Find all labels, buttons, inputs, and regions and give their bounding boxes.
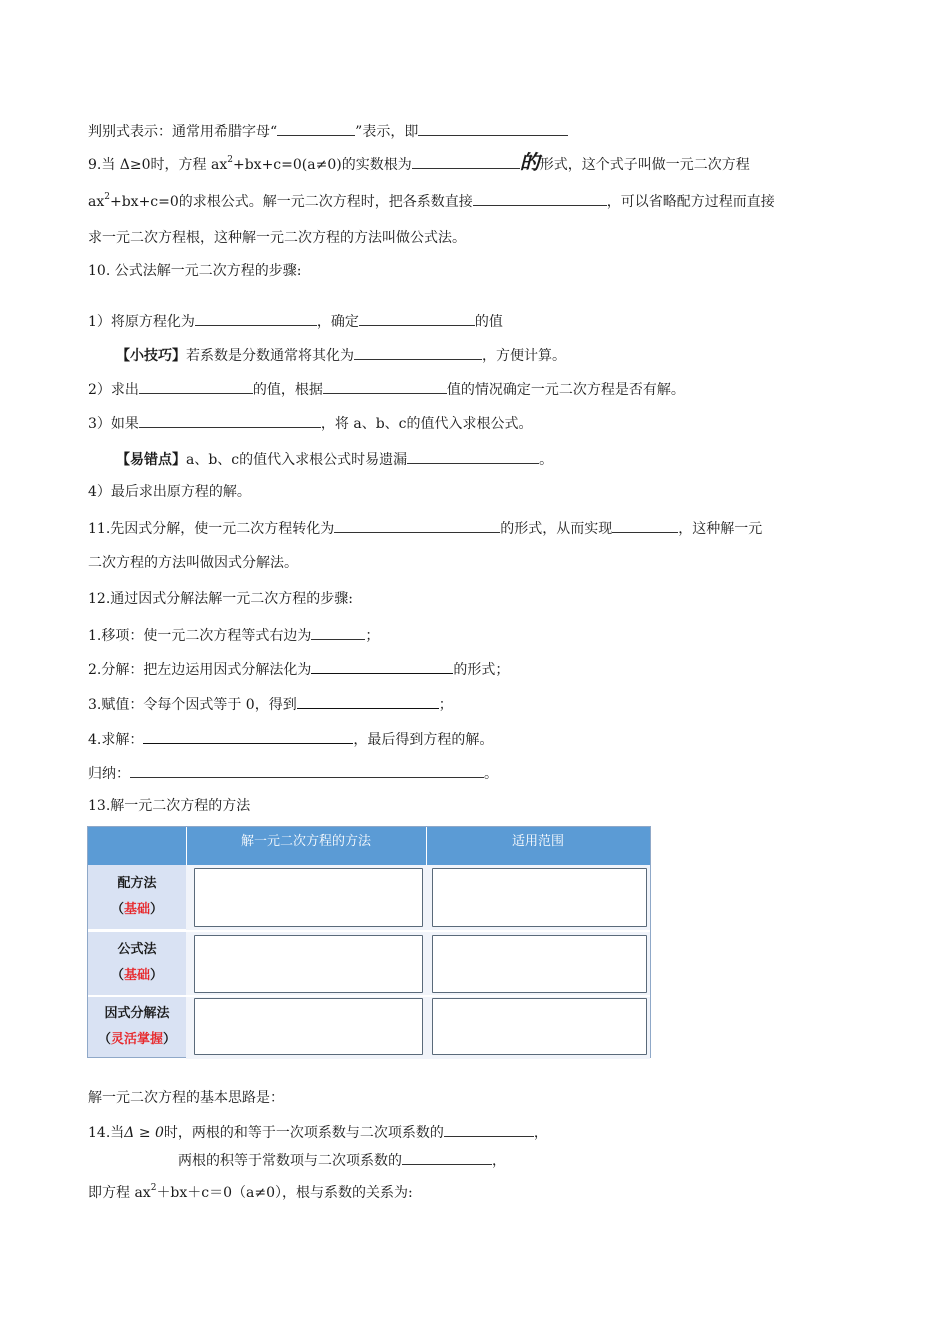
methods-table — [87, 826, 651, 1058]
blank-field[interactable] — [407, 449, 539, 464]
item-10-heading: 10. 公式法解一元二次方程的步骤: — [88, 263, 302, 279]
discriminant-line — [88, 121, 568, 141]
delta-condition: Δ ≥ 0 — [124, 1125, 164, 1141]
divider — [426, 827, 427, 865]
blank-field[interactable] — [334, 518, 500, 533]
text: ； — [438, 697, 453, 713]
blank-field[interactable] — [139, 379, 253, 394]
divider — [186, 827, 187, 865]
basic-idea-line: 解一元二次方程的基本思路是： — [88, 1090, 284, 1106]
blank-field[interactable] — [418, 121, 568, 136]
header-corner — [88, 827, 186, 865]
text: ， — [533, 1125, 548, 1141]
blank-field[interactable] — [444, 1122, 534, 1137]
method-tag: （灵活掌握） — [97, 1032, 177, 1047]
formula-step-3 — [88, 413, 533, 433]
text: ； — [365, 628, 380, 644]
row-label-formula — [88, 932, 186, 995]
text: 即方程 ax — [88, 1185, 151, 1201]
text: ＋bx＋c＝0（a≠0），根与系数的关系为: — [156, 1185, 413, 1201]
blank-field[interactable] — [297, 694, 439, 709]
text: 时，两根的和等于一次项系数与二次项系数的 — [163, 1125, 444, 1141]
blank-field[interactable] — [473, 191, 607, 206]
text: 1.移项：使一元二次方程等式右边为 — [88, 628, 312, 644]
text: ，这种解一元 — [678, 521, 763, 537]
item-14-line-1 — [88, 1122, 548, 1142]
blank-field[interactable] — [412, 154, 520, 169]
item-11-line-2: 二次方程的方法叫做因式分解法。 — [88, 555, 298, 571]
item-9-line-2 — [88, 191, 775, 211]
item-14-line-2 — [178, 1150, 506, 1170]
method-cell[interactable] — [194, 998, 423, 1055]
blank-field[interactable] — [139, 413, 321, 428]
blank-field[interactable] — [277, 121, 355, 136]
blank-field[interactable] — [354, 345, 482, 360]
text: 14.当 — [88, 1125, 125, 1141]
text: 的值 — [474, 314, 503, 330]
text: ，方便计算。 — [482, 348, 566, 364]
item-9-line-1 — [88, 150, 750, 174]
text: ax — [88, 194, 105, 210]
item-9-line-3: 求一元二次方程根，这种解一元二次方程的方法叫做公式法。 — [88, 230, 466, 246]
text: a、b、c的值代入求根公式时易遗漏 — [186, 452, 408, 468]
text: 。 — [484, 766, 498, 782]
item-15-line — [88, 1184, 413, 1202]
item-12-heading: 12.通过因式分解法解一元二次方程的步骤: — [88, 591, 353, 607]
method-cell[interactable] — [194, 868, 423, 927]
formula-step-2 — [88, 379, 685, 399]
text: 值的情况确定一元二次方程是否有解。 — [446, 382, 685, 398]
text: 的值，根据 — [252, 382, 323, 398]
blank-field[interactable] — [612, 518, 678, 533]
blank-field[interactable] — [402, 1150, 492, 1165]
text: 2）求出 — [88, 382, 139, 398]
blank-field[interactable] — [311, 659, 453, 674]
text: 1）将原方程化为 — [88, 314, 195, 330]
row-label-factoring — [88, 997, 186, 1057]
method-name: 配方法 — [117, 876, 157, 891]
superscript: 2 — [227, 155, 233, 166]
text: 的形式； — [453, 662, 510, 678]
method-tag: （基础） — [110, 968, 164, 983]
text: 归纳： — [88, 766, 130, 782]
scope-cell[interactable] — [432, 998, 647, 1055]
text: 2.分解：把左边运用因式分解法化为 — [88, 662, 312, 678]
tip-line — [116, 345, 566, 365]
text: +bx+c=0(a≠0)的实数根为 — [232, 157, 412, 173]
factor-step-2 — [88, 659, 509, 679]
text: 9.当 Δ≥0时，方程 ax — [88, 157, 228, 173]
factor-step-1 — [88, 625, 379, 645]
row-label-completing-square — [88, 865, 186, 929]
error-tag: 【易错点】 — [116, 452, 186, 468]
text: 4.求解： — [88, 732, 144, 748]
text: 11.先因式分解，使一元二次方程转化为 — [88, 521, 335, 537]
header-method: 解一元二次方程的方法 — [186, 827, 426, 865]
method-cell[interactable] — [194, 935, 423, 993]
text: ， — [492, 1153, 506, 1169]
text: ，确定 — [316, 314, 359, 330]
text: 形式，这个式子叫做一元二次方程 — [539, 157, 750, 173]
text: 若系数是分数通常将其化为 — [186, 348, 354, 364]
text: 3）如果 — [88, 416, 139, 432]
method-tag: （基础） — [110, 902, 164, 917]
text: ，最后得到方程的解。 — [353, 732, 494, 748]
superscript: 2 — [104, 192, 110, 203]
item-11-line-1 — [88, 518, 762, 538]
text: 。 — [539, 452, 554, 468]
text: ，将 a、b、c的值代入求根公式。 — [320, 416, 533, 432]
summary-line — [88, 763, 498, 783]
item-13-heading: 13.解一元二次方程的方法 — [88, 798, 251, 814]
formula-step-1 — [88, 311, 503, 331]
superscript: 2 — [150, 1183, 157, 1194]
blank-field[interactable] — [323, 379, 447, 394]
scope-cell[interactable] — [432, 868, 647, 927]
method-name: 公式法 — [117, 942, 157, 957]
blank-field[interactable] — [195, 311, 317, 326]
scope-cell[interactable] — [432, 935, 647, 993]
formula-step-4: 4）最后求出原方程的解。 — [88, 484, 251, 500]
text: ”表示，即 — [355, 124, 419, 140]
factor-step-3 — [88, 694, 453, 714]
text: 两根的积等于常数项与二次项系数的 — [178, 1153, 402, 1169]
text: 的 — [519, 150, 540, 174]
blank-field[interactable] — [359, 311, 475, 326]
text: ，可以省略配方过程而直接 — [606, 194, 775, 210]
text: 判别式表示：通常用希腊字母“ — [88, 124, 278, 140]
error-line — [116, 449, 553, 469]
blank-field[interactable] — [143, 729, 353, 744]
text: 的形式，从而实现 — [500, 521, 613, 537]
method-name: 因式分解法 — [104, 1006, 170, 1021]
header-scope: 适用范围 — [426, 827, 650, 865]
tip-tag: 【小技巧】 — [116, 348, 186, 364]
text: 3.赋值：令每个因式等于 0，得到 — [88, 697, 297, 713]
blank-field[interactable] — [130, 763, 484, 778]
text: +bx+c=0的求根公式。解一元二次方程时，把各系数直接 — [109, 194, 473, 210]
factor-step-4 — [88, 729, 493, 749]
blank-field[interactable] — [311, 625, 365, 640]
